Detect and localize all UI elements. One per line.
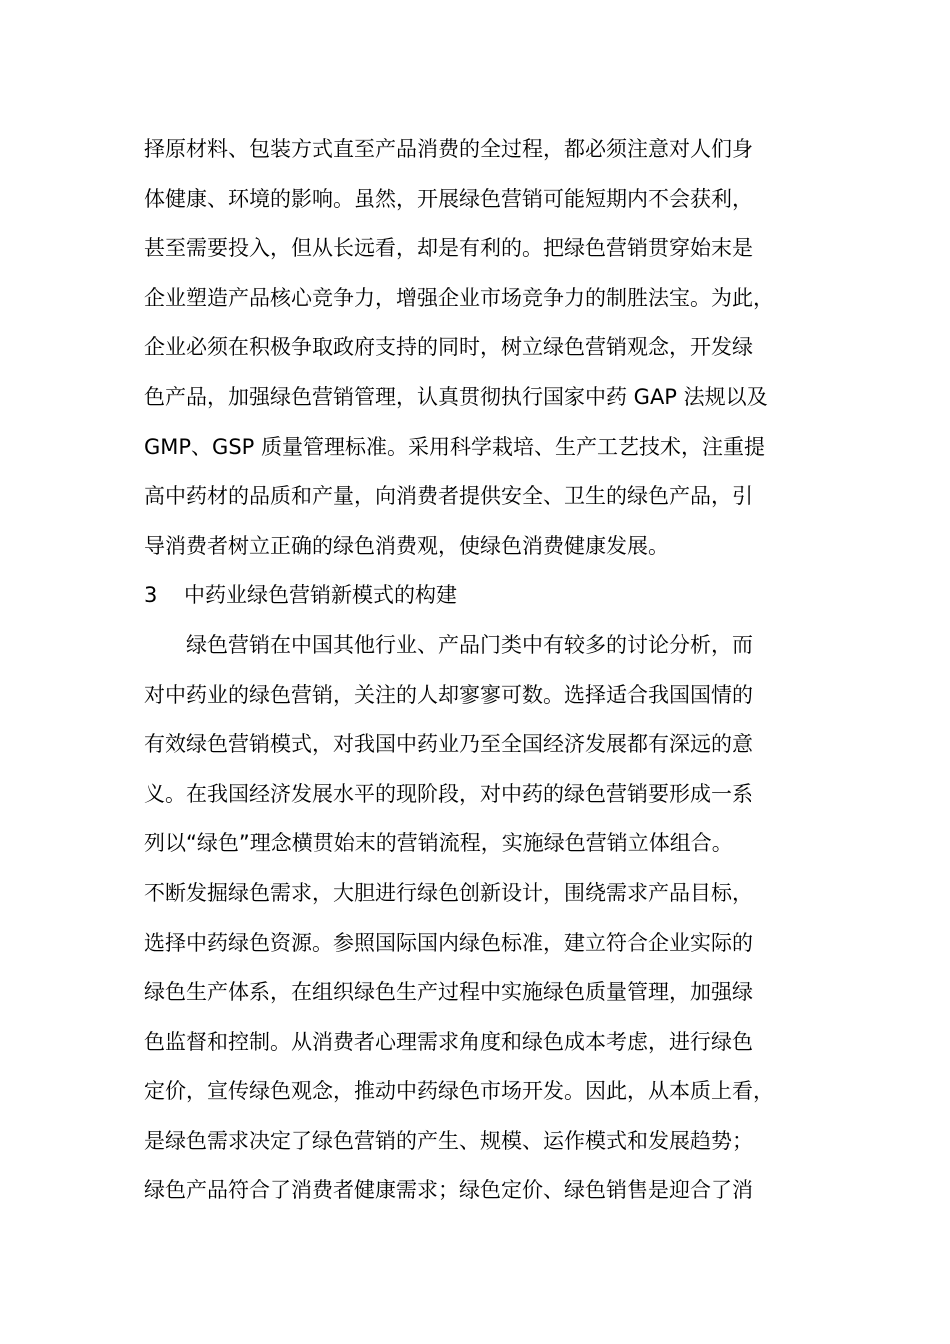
text-line: 企业必须在积极争取政府支持的同时，树立绿色营销观念，开发绿: [144, 335, 753, 360]
text-line: 色监督和控制。从消费者心理需求角度和绿色成本考虑，进行绿色: [144, 1029, 753, 1054]
text-line: 是绿色需求决定了绿色营销的产生、规模、运作模式和发展趋势；: [144, 1128, 753, 1153]
section-title: 中药业绿色营销新模式的构建: [184, 583, 457, 608]
section-number: 3: [144, 583, 158, 608]
text-line: 绿色生产体系，在组织绿色生产过程中实施绿色质量管理，加强绿: [144, 980, 753, 1005]
text-line: 体健康、环境的影响。虽然，开展绿色营销可能短期内不会获利，: [144, 186, 753, 211]
text-line: 对中药业的绿色营销，关注的人却寥寥可数。选择适合我国国情的: [144, 682, 753, 707]
text-line: 不断发掘绿色需求，大胆进行绿色创新设计，围绕需求产品目标，: [144, 880, 753, 905]
paragraph-2: [144, 621, 834, 1216]
text-line: 甚至需要投入，但从长远看，却是有利的。把绿色营销贯穿始末是: [144, 236, 753, 261]
document-body: [144, 125, 834, 1216]
text-line: 企业塑造产品核心竞争力，增强企业市场竞争力的制胜法宝。为此，: [144, 285, 774, 310]
text-line: 有效绿色营销模式，对我国中药业乃至全国经济发展都有深远的意: [144, 732, 753, 757]
text-line: 选择中药绿色资源。参照国际国内绿色标准，建立符合企业实际的: [144, 930, 753, 955]
text-line: 色产品，加强绿色营销管理，认真贯彻执行国家中药 GAP 法规以及: [144, 384, 768, 409]
text-line: 绿色营销在中国其他行业、产品门类中有较多的讨论分析，而: [144, 632, 753, 657]
text-line: 择原材料、包装方式直至产品消费的全过程，都必须注意对人们身: [144, 137, 753, 161]
text-line: 义。在我国经济发展水平的现阶段，对中药的绿色营销要形成一系: [144, 781, 753, 806]
text-line: 列以“绿色”理念横贯始末的营销流程，实施绿色营销立体组合。: [144, 831, 733, 856]
text-line: 定价，宣传绿色观念，推动中药绿色市场开发。因此，从本质上看，: [144, 1079, 774, 1104]
text-line: 绿色产品符合了消费者健康需求；绿色定价、绿色销售是迎合了消: [144, 1178, 753, 1203]
text-line: 高中药材的品质和产量，向消费者提供安全、卫生的绿色产品，引: [144, 484, 753, 509]
text-line: 导消费者树立正确的绿色消费观，使绿色消费健康发展。: [144, 533, 669, 558]
paragraph-1: [144, 125, 834, 571]
text-line: GMP、GSP 质量管理标准。采用科学栽培、生产工艺技术，注重提: [144, 434, 765, 459]
section-heading: [144, 571, 834, 621]
